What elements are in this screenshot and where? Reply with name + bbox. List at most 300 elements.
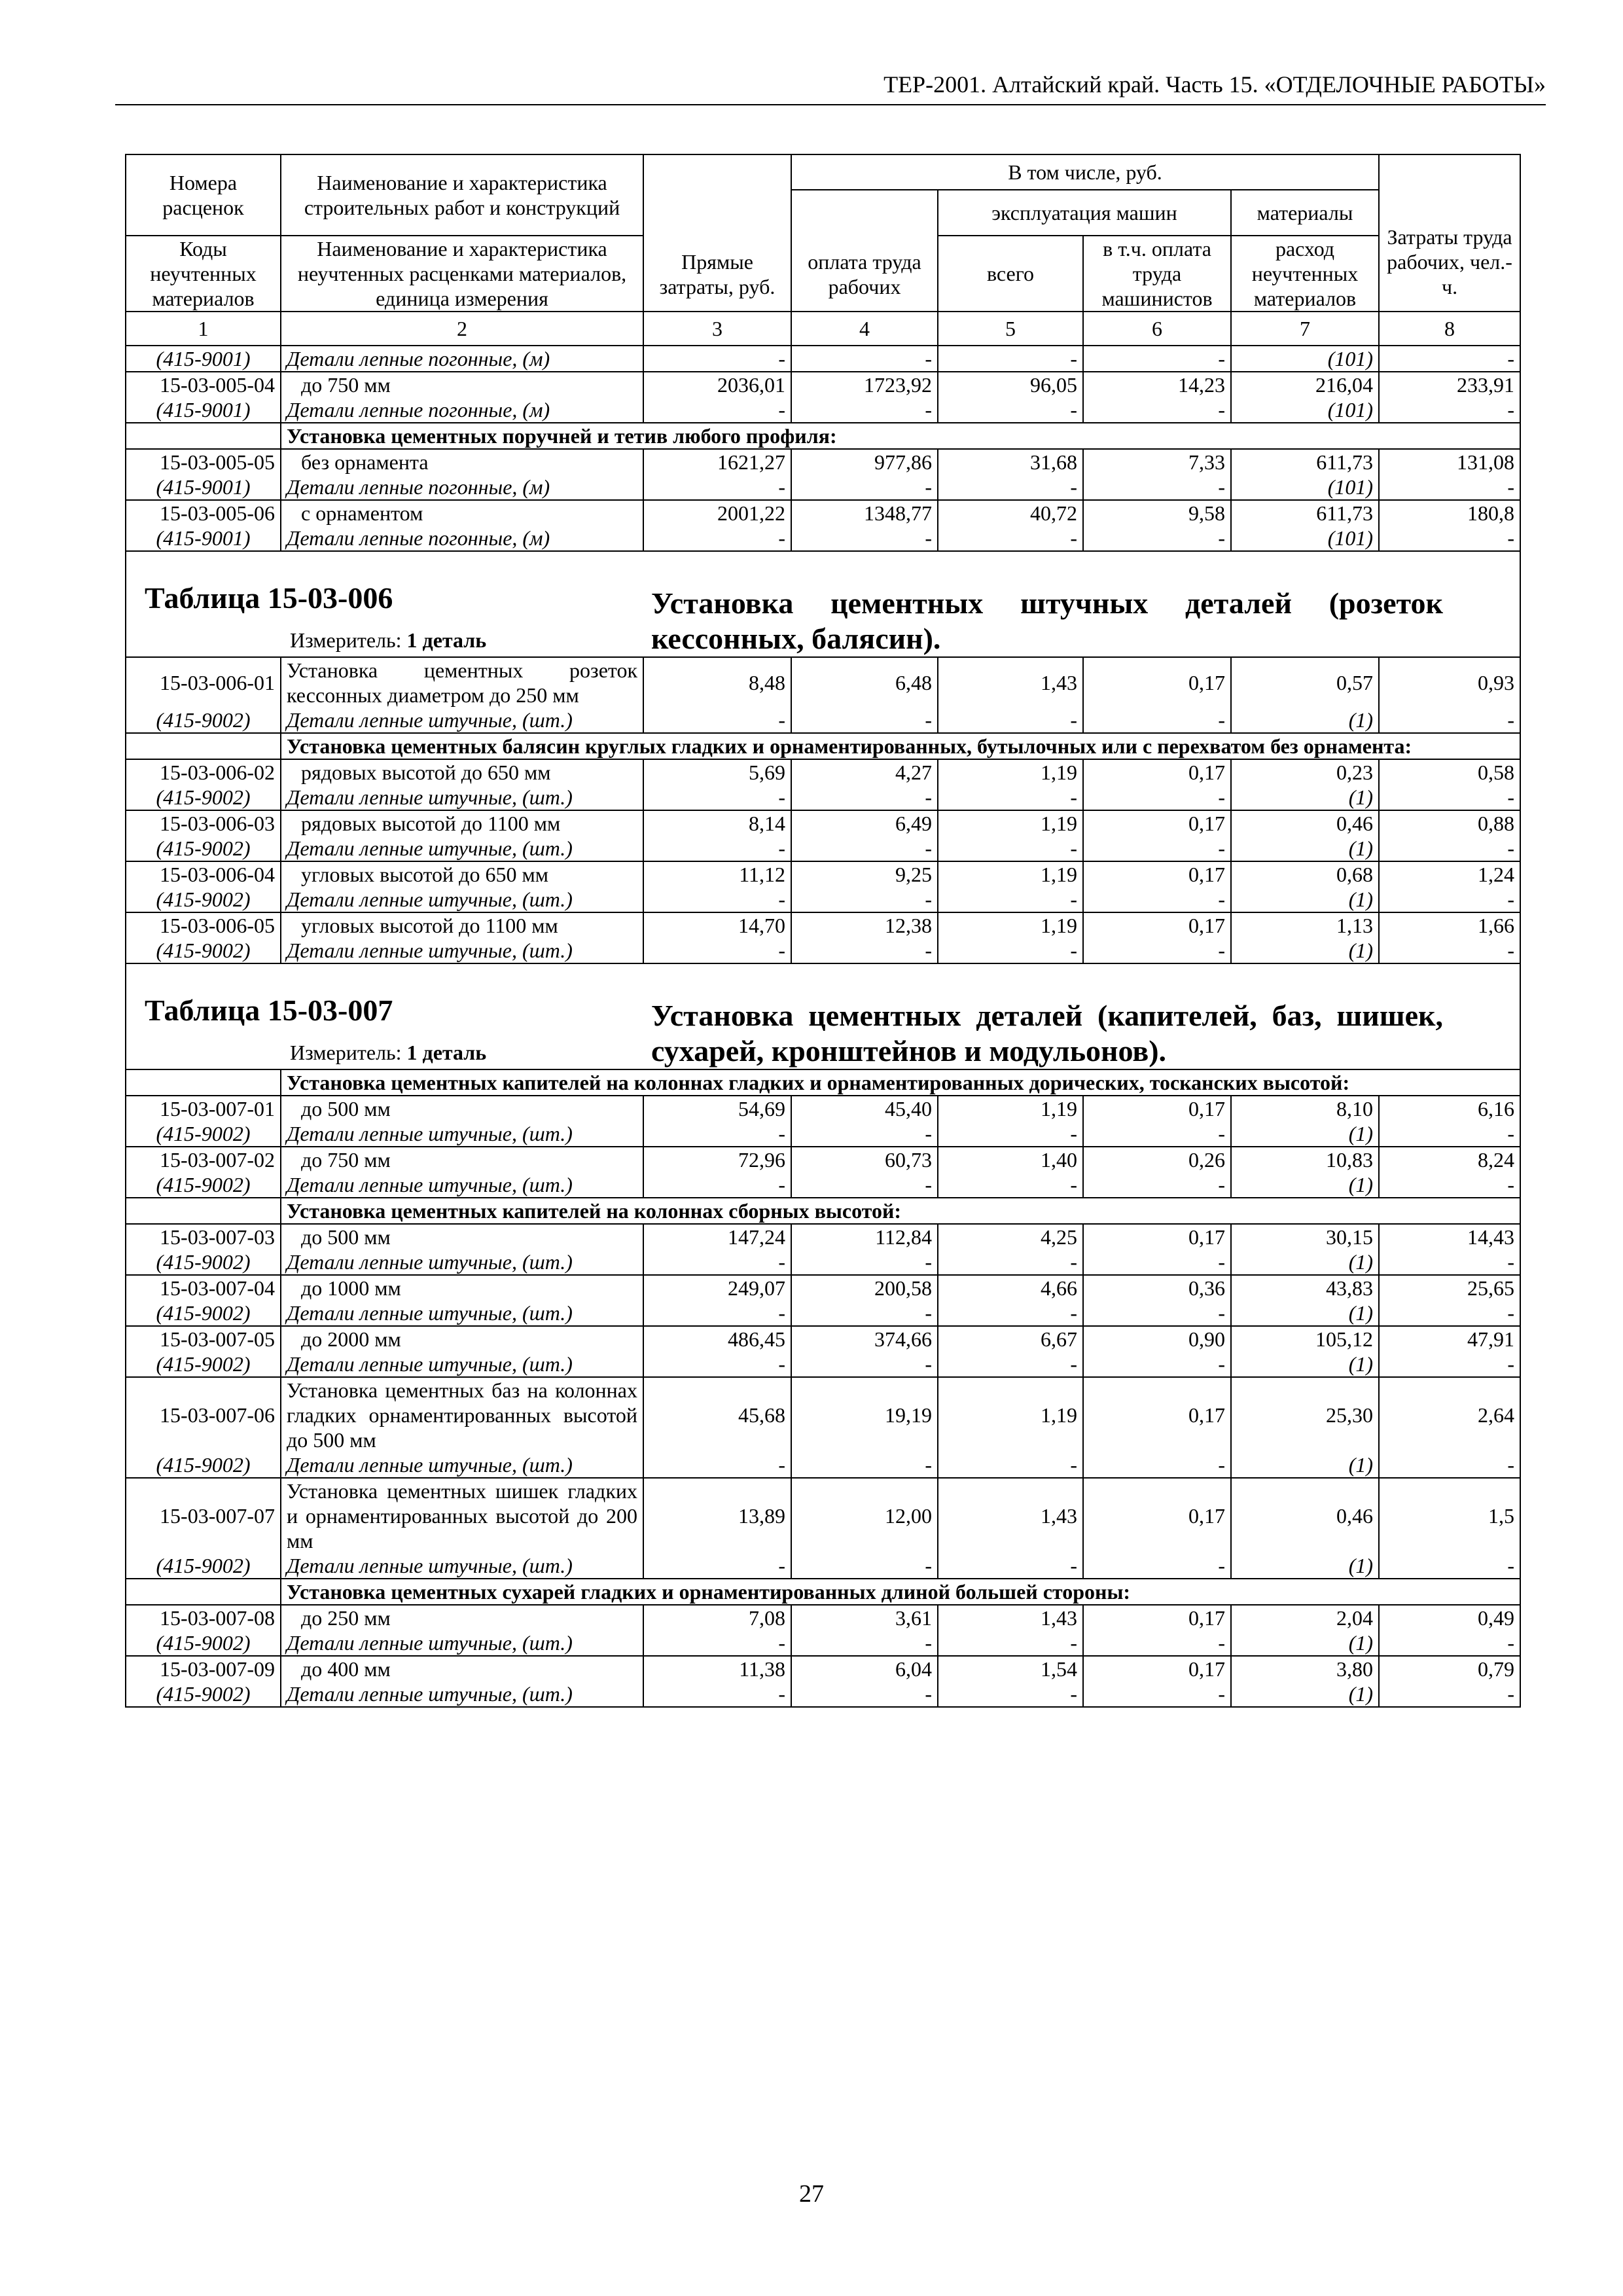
col-machine-ops: эксплуатация машин xyxy=(938,190,1231,236)
rate-value: 0,49 xyxy=(1379,1605,1520,1630)
material-value: - xyxy=(938,836,1083,861)
material-name: Детали лепные погонные, (м) xyxy=(281,475,643,500)
col-work-name: Наименование и характеристика строительных работ и конструкций xyxy=(281,154,643,236)
material-value: - xyxy=(938,1249,1083,1275)
material-value: - xyxy=(1083,887,1231,912)
material-name: Детали лепные штучные, (шт.) xyxy=(281,1681,643,1707)
rate-value: 25,65 xyxy=(1379,1275,1520,1300)
rate-code: 15-03-005-05 xyxy=(126,449,281,475)
material-name: Детали лепные штучные, (шт.) xyxy=(281,1249,643,1275)
rate-value: 31,68 xyxy=(938,449,1083,475)
rate-name: до 750 мм xyxy=(281,1147,643,1172)
col-number: 6 xyxy=(1083,312,1231,346)
material-row xyxy=(126,1300,1520,1326)
rate-value: 54,69 xyxy=(643,1096,791,1121)
col-material-use: расход неучтенных материалов xyxy=(1231,236,1379,312)
rate-name: без орнамента xyxy=(281,449,643,475)
material-value: - xyxy=(791,887,938,912)
rate-value: 1,19 xyxy=(938,912,1083,938)
material-value: - xyxy=(643,1300,791,1326)
material-code: (415-9001) xyxy=(126,526,281,551)
col-direct-costs: Прямые затраты, руб. xyxy=(643,154,791,312)
material-code: (415-9002) xyxy=(126,785,281,810)
material-row xyxy=(126,475,1520,500)
material-value: - xyxy=(643,836,791,861)
material-value: - xyxy=(1083,1681,1231,1707)
material-value: - xyxy=(791,346,938,372)
rate-code: 15-03-006-04 xyxy=(126,861,281,887)
material-value: (1) xyxy=(1231,1452,1379,1478)
material-value: - xyxy=(643,1352,791,1377)
rate-value: 611,73 xyxy=(1231,500,1379,526)
group-code-cell xyxy=(126,1198,281,1224)
rate-name: до 500 мм xyxy=(281,1096,643,1121)
material-value: (1) xyxy=(1231,1300,1379,1326)
rates-table xyxy=(125,154,1521,1708)
rate-value: 30,15 xyxy=(1231,1224,1379,1249)
material-value: - xyxy=(643,1121,791,1147)
material-value: - xyxy=(938,346,1083,372)
col-number: 3 xyxy=(643,312,791,346)
material-value: (1) xyxy=(1231,938,1379,963)
material-value: (1) xyxy=(1231,708,1379,733)
rate-value: 60,73 xyxy=(791,1147,938,1172)
material-value: - xyxy=(643,475,791,500)
material-code: (415-9002) xyxy=(126,1300,281,1326)
rate-value: 0,57 xyxy=(1231,657,1379,708)
material-value: - xyxy=(938,887,1083,912)
rate-value: 0,23 xyxy=(1231,759,1379,785)
rate-value: 0,17 xyxy=(1083,1605,1231,1630)
material-value: - xyxy=(1083,475,1231,500)
material-value: - xyxy=(791,1630,938,1656)
rate-value: 8,48 xyxy=(643,657,791,708)
measure-label: Измеритель: xyxy=(290,628,402,652)
rate-row xyxy=(126,372,1520,397)
table-measure xyxy=(290,628,486,653)
rate-value: 0,79 xyxy=(1379,1656,1520,1681)
material-value: - xyxy=(1083,785,1231,810)
col-incl-machinist: в т.ч. оплата труда машинистов xyxy=(1083,236,1231,312)
material-value: - xyxy=(791,785,938,810)
rate-value: 6,49 xyxy=(791,810,938,836)
material-value: - xyxy=(1083,397,1231,423)
material-value: (101) xyxy=(1231,526,1379,551)
rate-code: 15-03-005-04 xyxy=(126,372,281,397)
rate-value: 1,54 xyxy=(938,1656,1083,1681)
rate-code: 15-03-007-07 xyxy=(126,1478,281,1553)
material-value: - xyxy=(791,938,938,963)
rate-row xyxy=(126,1478,1520,1553)
group-heading: Установка цементных сухарей гладких и орнаментированных длиной большей стороны: xyxy=(281,1579,1520,1605)
col-material-codes: Коды неучтенных материалов xyxy=(126,236,281,312)
material-value: - xyxy=(938,475,1083,500)
rate-value: 6,16 xyxy=(1379,1096,1520,1121)
material-name: Детали лепные погонные, (м) xyxy=(281,397,643,423)
col-number: 7 xyxy=(1231,312,1379,346)
rate-value: 0,17 xyxy=(1083,1478,1231,1553)
rate-value: 1,43 xyxy=(938,1605,1083,1630)
material-value: - xyxy=(1379,1630,1520,1656)
material-value: - xyxy=(1379,346,1520,372)
rate-value: 3,61 xyxy=(791,1605,938,1630)
material-code: (415-9002) xyxy=(126,1452,281,1478)
rate-value: 96,05 xyxy=(938,372,1083,397)
material-value: - xyxy=(1083,1452,1231,1478)
material-value: - xyxy=(938,708,1083,733)
material-value: - xyxy=(1379,475,1520,500)
rate-row xyxy=(126,1656,1520,1681)
material-value: - xyxy=(1083,1352,1231,1377)
material-value: - xyxy=(1083,1121,1231,1147)
header-rule xyxy=(115,104,1546,105)
group-heading-row xyxy=(126,1069,1520,1096)
rate-value: 0,17 xyxy=(1083,657,1231,708)
material-value: - xyxy=(1083,938,1231,963)
material-name: Детали лепные штучные, (шт.) xyxy=(281,1352,643,1377)
rate-value: 0,26 xyxy=(1083,1147,1231,1172)
rate-row xyxy=(126,1605,1520,1630)
col-rate-numbers: Номера расценок xyxy=(126,154,281,236)
rate-row xyxy=(126,657,1520,708)
rate-value: 0,88 xyxy=(1379,810,1520,836)
rate-value: 12,00 xyxy=(791,1478,938,1553)
material-row xyxy=(126,887,1520,912)
material-value: - xyxy=(791,1249,938,1275)
rate-value: 1723,92 xyxy=(791,372,938,397)
rate-value: 11,12 xyxy=(643,861,791,887)
measure-value: 1 деталь xyxy=(406,628,487,652)
material-value: - xyxy=(1083,1300,1231,1326)
rate-value: 47,91 xyxy=(1379,1326,1520,1352)
table-measure xyxy=(290,1040,486,1065)
rate-value: 1,19 xyxy=(938,861,1083,887)
material-value: - xyxy=(791,836,938,861)
rate-value: 9,58 xyxy=(1083,500,1231,526)
material-value: - xyxy=(1379,1121,1520,1147)
rate-value: 977,86 xyxy=(791,449,938,475)
material-value: - xyxy=(643,346,791,372)
rate-value: 13,89 xyxy=(643,1478,791,1553)
rate-value: 7,08 xyxy=(643,1605,791,1630)
material-row xyxy=(126,397,1520,423)
rate-value: 8,14 xyxy=(643,810,791,836)
rate-name: до 2000 мм xyxy=(281,1326,643,1352)
rate-name: до 750 мм xyxy=(281,372,643,397)
rate-code: 15-03-005-06 xyxy=(126,500,281,526)
rate-value: 1348,77 xyxy=(791,500,938,526)
material-value: - xyxy=(1379,887,1520,912)
table-heading-cell xyxy=(126,963,1520,1069)
rate-value: 1,19 xyxy=(938,1096,1083,1121)
material-name: Детали лепные штучные, (шт.) xyxy=(281,1452,643,1478)
col-material-name: Наименование и характеристика неучтенных расценками материалов, единица измерения xyxy=(281,236,643,312)
material-value: - xyxy=(938,526,1083,551)
material-row xyxy=(126,1630,1520,1656)
rate-value: 0,17 xyxy=(1083,1096,1231,1121)
rate-value: 14,43 xyxy=(1379,1224,1520,1249)
rate-value: 12,38 xyxy=(791,912,938,938)
rate-row xyxy=(126,1224,1520,1249)
col-number: 4 xyxy=(791,312,938,346)
rate-value: 0,17 xyxy=(1083,912,1231,938)
rate-value: 3,80 xyxy=(1231,1656,1379,1681)
rate-value: 0,17 xyxy=(1083,1656,1231,1681)
rate-row xyxy=(126,449,1520,475)
material-name: Детали лепные штучные, (шт.) xyxy=(281,1630,643,1656)
rate-row xyxy=(126,1326,1520,1352)
rate-code: 15-03-006-03 xyxy=(126,810,281,836)
material-value: - xyxy=(791,397,938,423)
page-number: 27 xyxy=(799,2180,824,2208)
rate-value: 9,25 xyxy=(791,861,938,887)
rate-name: угловых высотой до 650 мм xyxy=(281,861,643,887)
rate-value: 0,17 xyxy=(1083,861,1231,887)
rate-value: 200,58 xyxy=(791,1275,938,1300)
rate-value: 1,19 xyxy=(938,759,1083,785)
rate-value: 0,93 xyxy=(1379,657,1520,708)
material-value: - xyxy=(643,1553,791,1579)
rate-code: 15-03-007-08 xyxy=(126,1605,281,1630)
material-value: - xyxy=(1379,526,1520,551)
rate-value: 0,36 xyxy=(1083,1275,1231,1300)
col-materials: материалы xyxy=(1231,190,1379,236)
rate-value: 216,04 xyxy=(1231,372,1379,397)
material-value: - xyxy=(791,708,938,733)
col-number: 1 xyxy=(126,312,281,346)
rate-value: 0,58 xyxy=(1379,759,1520,785)
material-row xyxy=(126,1121,1520,1147)
material-name: Детали лепные погонные, (м) xyxy=(281,526,643,551)
rate-value: 611,73 xyxy=(1231,449,1379,475)
material-row xyxy=(126,938,1520,963)
material-name: Детали лепные штучные, (шт.) xyxy=(281,1553,643,1579)
material-code: (415-9001) xyxy=(126,346,281,372)
material-row xyxy=(126,1452,1520,1478)
group-code-cell xyxy=(126,1579,281,1605)
material-value: (1) xyxy=(1231,1352,1379,1377)
material-value: - xyxy=(643,887,791,912)
material-row xyxy=(126,346,1520,372)
rate-value: 4,25 xyxy=(938,1224,1083,1249)
rate-row xyxy=(126,810,1520,836)
material-value: - xyxy=(1083,1172,1231,1198)
material-value: - xyxy=(938,1121,1083,1147)
material-value: - xyxy=(1379,1300,1520,1326)
rate-row xyxy=(126,1275,1520,1300)
material-value: - xyxy=(791,1553,938,1579)
group-heading-row xyxy=(126,733,1520,759)
rate-value: 43,83 xyxy=(1231,1275,1379,1300)
rate-code: 15-03-006-02 xyxy=(126,759,281,785)
table-block-heading xyxy=(126,963,1520,1069)
rate-name: угловых высотой до 1100 мм xyxy=(281,912,643,938)
measure-label: Измеритель: xyxy=(290,1041,402,1064)
material-value: - xyxy=(1083,1630,1231,1656)
group-code-cell xyxy=(126,423,281,449)
material-value: (101) xyxy=(1231,475,1379,500)
material-value: (1) xyxy=(1231,1172,1379,1198)
col-number: 8 xyxy=(1379,312,1520,346)
rate-value: 2,64 xyxy=(1379,1377,1520,1452)
rate-row xyxy=(126,500,1520,526)
table-heading-cell xyxy=(126,551,1520,657)
material-row xyxy=(126,836,1520,861)
material-value: - xyxy=(938,1300,1083,1326)
material-value: - xyxy=(938,785,1083,810)
rate-name: Установка цементных шишек гладких и орнаментированных высотой до 200 мм xyxy=(281,1478,643,1553)
group-heading: Установка цементных капителей на колоннах гладких и орнаментированных дорических, тосканских высотой: xyxy=(281,1069,1520,1096)
material-value: (1) xyxy=(1231,887,1379,912)
rate-value: 1,40 xyxy=(938,1147,1083,1172)
rate-code: 15-03-007-04 xyxy=(126,1275,281,1300)
rate-value: 1,43 xyxy=(938,1478,1083,1553)
material-code: (415-9002) xyxy=(126,1172,281,1198)
material-value: - xyxy=(643,1172,791,1198)
material-row xyxy=(126,526,1520,551)
material-value: - xyxy=(938,1630,1083,1656)
rate-value: 2,04 xyxy=(1231,1605,1379,1630)
table-title: Таблица 15-03-007 xyxy=(145,994,393,1027)
material-value: - xyxy=(1083,1553,1231,1579)
table-title: Таблица 15-03-006 xyxy=(145,581,393,615)
measure-value: 1 деталь xyxy=(406,1041,487,1064)
material-value: - xyxy=(1379,1681,1520,1707)
material-name: Детали лепные штучные, (шт.) xyxy=(281,1300,643,1326)
material-value: (1) xyxy=(1231,836,1379,861)
rate-value: 6,04 xyxy=(791,1656,938,1681)
material-value: - xyxy=(938,938,1083,963)
rate-name: с орнаментом xyxy=(281,500,643,526)
material-value: - xyxy=(791,1300,938,1326)
material-name: Детали лепные штучные, (шт.) xyxy=(281,1121,643,1147)
rate-name: до 1000 мм xyxy=(281,1275,643,1300)
rate-value: 147,24 xyxy=(643,1224,791,1249)
rate-value: 40,72 xyxy=(938,500,1083,526)
rate-value: 11,38 xyxy=(643,1656,791,1681)
rate-value: 0,46 xyxy=(1231,1478,1379,1553)
table-description: Установка цементных штучных деталей (розеток кессонных, балясин). xyxy=(651,586,1443,655)
rate-code: 15-03-007-02 xyxy=(126,1147,281,1172)
material-value: - xyxy=(643,1630,791,1656)
header-row-1 xyxy=(126,154,1520,190)
rate-row xyxy=(126,1377,1520,1452)
material-row xyxy=(126,708,1520,733)
material-name: Детали лепные штучные, (шт.) xyxy=(281,708,643,733)
rate-value: 486,45 xyxy=(643,1326,791,1352)
material-name: Детали лепные штучные, (шт.) xyxy=(281,836,643,861)
material-row xyxy=(126,1172,1520,1198)
material-row xyxy=(126,1681,1520,1707)
rate-value: 1,19 xyxy=(938,810,1083,836)
rate-value: 1,66 xyxy=(1379,912,1520,938)
material-name: Детали лепные штучные, (шт.) xyxy=(281,1172,643,1198)
rate-code: 15-03-006-01 xyxy=(126,657,281,708)
material-value: - xyxy=(1083,526,1231,551)
rate-value: 8,10 xyxy=(1231,1096,1379,1121)
group-heading-row xyxy=(126,1579,1520,1605)
material-value: - xyxy=(938,397,1083,423)
material-value: - xyxy=(1379,836,1520,861)
material-value: (1) xyxy=(1231,1630,1379,1656)
material-value: - xyxy=(643,1452,791,1478)
rate-value: 1,43 xyxy=(938,657,1083,708)
group-code-cell xyxy=(126,1069,281,1096)
col-labor-costs: Затраты труда рабочих, чел.-ч. xyxy=(1379,154,1520,312)
rate-value: 8,24 xyxy=(1379,1147,1520,1172)
material-code: (415-9002) xyxy=(126,1630,281,1656)
material-name: Детали лепные штучные, (шт.) xyxy=(281,785,643,810)
material-value: - xyxy=(938,1172,1083,1198)
rate-name: до 400 мм xyxy=(281,1656,643,1681)
col-including: В том числе, руб. xyxy=(791,154,1379,190)
material-value: - xyxy=(791,1172,938,1198)
table-description: Установка цементных деталей (капителей, баз, шишек, сухарей, кронштейнов и модульонов). xyxy=(651,999,1443,1067)
rate-value: 233,91 xyxy=(1379,372,1520,397)
material-value: - xyxy=(1379,1553,1520,1579)
rate-value: 105,12 xyxy=(1231,1326,1379,1352)
rate-row xyxy=(126,1147,1520,1172)
material-value: - xyxy=(791,475,938,500)
rate-value: 5,69 xyxy=(643,759,791,785)
material-row xyxy=(126,785,1520,810)
material-value: - xyxy=(1379,397,1520,423)
material-value: (101) xyxy=(1231,397,1379,423)
material-value: - xyxy=(643,1681,791,1707)
material-value: - xyxy=(1083,1249,1231,1275)
material-value: - xyxy=(643,708,791,733)
col-number: 5 xyxy=(938,312,1083,346)
material-value: - xyxy=(791,1352,938,1377)
col-total: всего xyxy=(938,236,1083,312)
table-block-heading xyxy=(126,551,1520,657)
rate-row xyxy=(126,1096,1520,1121)
material-row xyxy=(126,1352,1520,1377)
rate-code: 15-03-007-03 xyxy=(126,1224,281,1249)
group-code-cell xyxy=(126,733,281,759)
rate-value: 2036,01 xyxy=(643,372,791,397)
material-code: (415-9002) xyxy=(126,1249,281,1275)
rate-value: 45,68 xyxy=(643,1377,791,1452)
rate-code: 15-03-007-01 xyxy=(126,1096,281,1121)
column-numbers-row xyxy=(126,312,1520,346)
rate-value: 4,27 xyxy=(791,759,938,785)
rate-code: 15-03-007-05 xyxy=(126,1326,281,1352)
material-code: (415-9002) xyxy=(126,1553,281,1579)
rate-value: 1,19 xyxy=(938,1377,1083,1452)
material-code: (415-9002) xyxy=(126,1352,281,1377)
material-row xyxy=(126,1249,1520,1275)
material-value: - xyxy=(1379,1249,1520,1275)
material-value: (1) xyxy=(1231,1249,1379,1275)
rate-row xyxy=(126,912,1520,938)
running-header: ТЕР-2001. Алтайский край. Часть 15. «ОТДЕЛОЧНЫЕ РАБОТЫ» xyxy=(883,71,1546,98)
rate-code: 15-03-007-06 xyxy=(126,1377,281,1452)
rate-value: 0,17 xyxy=(1083,759,1231,785)
col-number: 2 xyxy=(281,312,643,346)
rate-value: 0,46 xyxy=(1231,810,1379,836)
material-value: (1) xyxy=(1231,1553,1379,1579)
rate-value: 0,17 xyxy=(1083,1224,1231,1249)
material-value: (101) xyxy=(1231,346,1379,372)
material-code: (415-9002) xyxy=(126,708,281,733)
rate-name: рядовых высотой до 1100 мм xyxy=(281,810,643,836)
material-value: - xyxy=(1379,1352,1520,1377)
material-value: - xyxy=(938,1553,1083,1579)
material-value: - xyxy=(1083,346,1231,372)
rate-value: 0,68 xyxy=(1231,861,1379,887)
material-code: (415-9002) xyxy=(126,1121,281,1147)
